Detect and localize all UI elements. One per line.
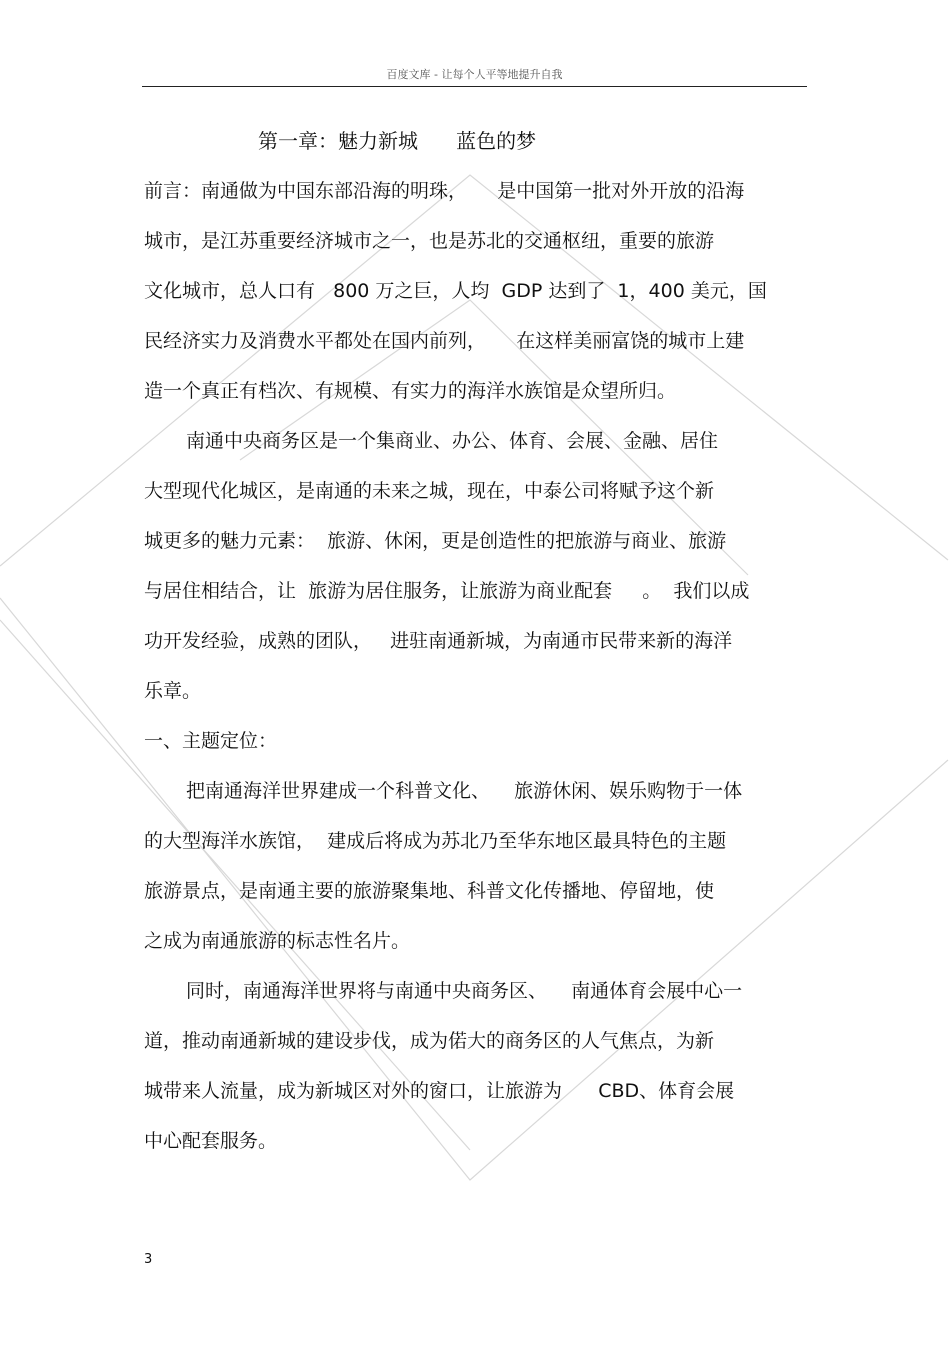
text-line: 造一个真正有档次、有规模、有实力的海洋水族馆是众望所归。 <box>144 380 677 402</box>
text-line: 把南通海洋世界建成一个科普文化、 旅游休闲、娱乐购物于一体 <box>186 780 743 802</box>
text-line: 文化城市，总人口有 800 万之巨，人均 GDP 达到了 1，400 美元，国 <box>144 280 767 302</box>
text-line: 城带来人流量，成为新城区对外的窗口，让旅游为 CBD、体育会展 <box>144 1080 735 1102</box>
text-line: 之成为南通旅游的标志性名片。 <box>144 930 411 952</box>
text-line: 功开发经验，成熟的团队， 进驻南通新城，为南通市民带来新的海洋 <box>144 630 733 652</box>
text-line: 乐章。 <box>144 680 202 702</box>
text-line: 南通中央商务区是一个集商业、办公、体育、会展、金融、居住 <box>186 430 719 452</box>
text-line: 中心配套服务。 <box>144 1130 278 1152</box>
text-line: 一、主题定位： <box>144 730 278 752</box>
text-line: 的大型海洋水族馆， 建成后将成为苏北乃至华东地区最具特色的主题 <box>144 830 727 852</box>
text-line: 城市，是江苏重要经济城市之一，也是苏北的交通枢纽，重要的旅游 <box>144 230 715 252</box>
text-line: 城更多的魅力元素： 旅游、休闲，更是创造性的把旅游与商业、旅游 <box>144 530 727 552</box>
text-line: 前言：南通做为中国东部沿海的明珠， 是中国第一批对外开放的沿海 <box>144 180 745 202</box>
body-text <box>144 166 810 1166</box>
page-header: 百度文库 - 让每个人平等地提升自我 <box>386 68 563 81</box>
header-divider <box>142 86 807 87</box>
text-line: 大型现代化城区，是南通的未来之城，现在，中泰公司将赋予这个新 <box>144 480 715 502</box>
text-line: 与居住相结合，让 旅游为居住服务，让旅游为商业配套 。 我们以成 <box>144 580 750 602</box>
text-line: 道，推动南通新城的建设步伐，成为偌大的商务区的人气焦点，为新 <box>144 1030 715 1052</box>
page-number: 3 <box>144 1252 153 1267</box>
text-line: 民经济实力及消费水平都处在国内前列， 在这样美丽富饶的城市上建 <box>144 330 745 352</box>
chapter-title: 第一章：魅力新城 蓝色的梦 <box>258 129 537 153</box>
text-line: 旅游景点，是南通主要的旅游聚集地、科普文化传播地、停留地，使 <box>144 880 715 902</box>
text-line: 同时，南通海洋世界将与南通中央商务区、 南通体育会展中心一 <box>186 980 743 1002</box>
